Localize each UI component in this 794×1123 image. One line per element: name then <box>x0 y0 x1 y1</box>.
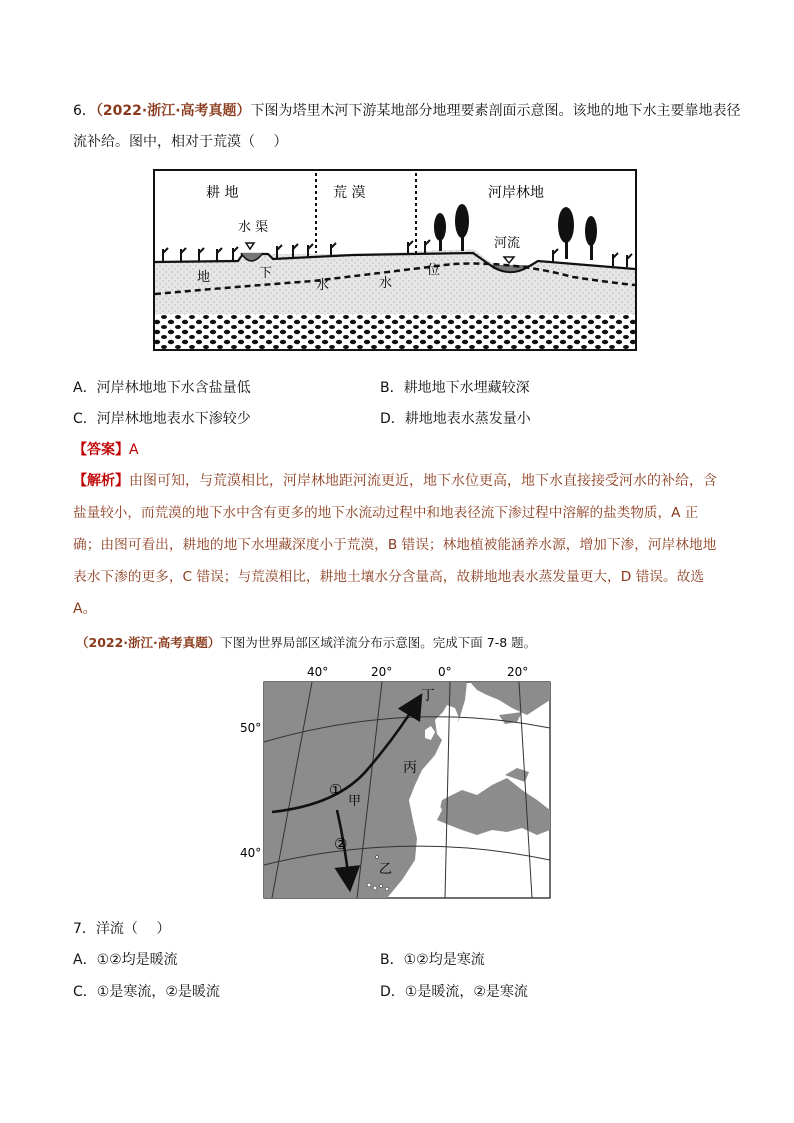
analysis-line-4: 表水下渗的更多，C 错误；与荒漠相比，耕地土壤水分含量高，故耕地地表水蒸发量更大，D 错误。故选 <box>73 569 705 585</box>
group78-source: （2022·浙江·高考真题） <box>76 635 221 650</box>
lon-label-2: 20° <box>371 665 393 679</box>
q6-number: 6． <box>73 103 96 119</box>
profile-figure <box>153 169 637 351</box>
label-gw5: 位 <box>427 263 441 278</box>
q7-option-c: C．①是寒流，②是暖流 <box>73 984 220 1000</box>
place-ding: 丁 <box>421 688 435 704</box>
lat-label-2: 40° <box>240 846 262 860</box>
analysis-line-5: A。 <box>73 601 97 617</box>
q7-option-b: B．①②均是寒流 <box>380 952 485 968</box>
current-1-label: ① <box>329 781 343 799</box>
place-yi: 乙 <box>379 862 393 877</box>
place-jia: 甲 <box>348 794 362 809</box>
analysis-line-3: 确；由图可看出，耕地的地下水埋藏深度小于荒漠，B 错误；林地植被能涵养水源，增加下渗，河岸林地地 <box>73 537 717 553</box>
label-farmland: 耕 地 <box>206 185 239 201</box>
ocean-current-map <box>237 660 557 900</box>
answer-label: 【答案】 <box>73 442 129 458</box>
q6-stem-text1: 下图为塔里木河下游某地部分地理要素剖面示意图。该地的地下水主要靠地表径 <box>250 103 741 119</box>
label-desert: 荒 漠 <box>333 185 366 201</box>
q6-source: （2022·浙江·高考真题） <box>95 103 251 119</box>
q7-option-a: A．①②均是暖流 <box>73 952 178 968</box>
q6-option-d: D．耕地地表水蒸发量小 <box>380 411 531 427</box>
label-gw1: 地 <box>197 270 211 285</box>
lon-label-3: 0° <box>438 665 452 679</box>
q6-option-c: C．河岸林地地表水下渗较少 <box>73 411 251 427</box>
label-gw3: 水 <box>316 278 330 293</box>
q6-answer <box>73 440 139 460</box>
q6-option-b: B．耕地地下水埋藏较深 <box>380 380 530 396</box>
q6-stem-line1 <box>73 101 741 121</box>
q6-stem-line2: 流补给。图中，相对于荒漠（ ） <box>73 134 288 150</box>
label-gw2: 下 <box>259 266 273 281</box>
place-bing: 丙 <box>403 760 417 776</box>
analysis-text-1: 由图可知，与荒漠相比，河岸林地距河流更近，地下水位更高，地下水直接接受河水的补给，含 <box>129 473 717 489</box>
label-gw4: 水 <box>379 276 393 291</box>
group78-stem <box>76 633 536 653</box>
lon-label-1: 40° <box>307 665 329 679</box>
answer-value: A <box>129 442 139 458</box>
label-canal: 水 渠 <box>238 220 269 235</box>
group78-stem-text: 下图为世界局部区域洋流分布示意图。完成下面 7-8 题。 <box>220 635 537 650</box>
analysis-line-1 <box>73 471 717 491</box>
label-river: 河流 <box>494 236 521 251</box>
lon-label-4: 20° <box>507 665 529 679</box>
current-2-label: ② <box>334 835 348 853</box>
label-riparian: 河岸林地 <box>488 185 544 201</box>
q7-stem: 7．洋流（ ） <box>73 921 171 937</box>
q6-option-a: A．河岸林地地下水含盐量低 <box>73 380 251 396</box>
analysis-line-2: 盐量较小，而荒漠的地下水中含有更多的地下水流动过程中和地表径流下渗过程中溶解的盐类物质，A 正 <box>73 505 699 521</box>
q7-option-d: D．①是暖流，②是寒流 <box>380 984 528 1000</box>
analysis-label: 【解析】 <box>73 473 129 489</box>
lat-label-1: 50° <box>240 721 262 735</box>
